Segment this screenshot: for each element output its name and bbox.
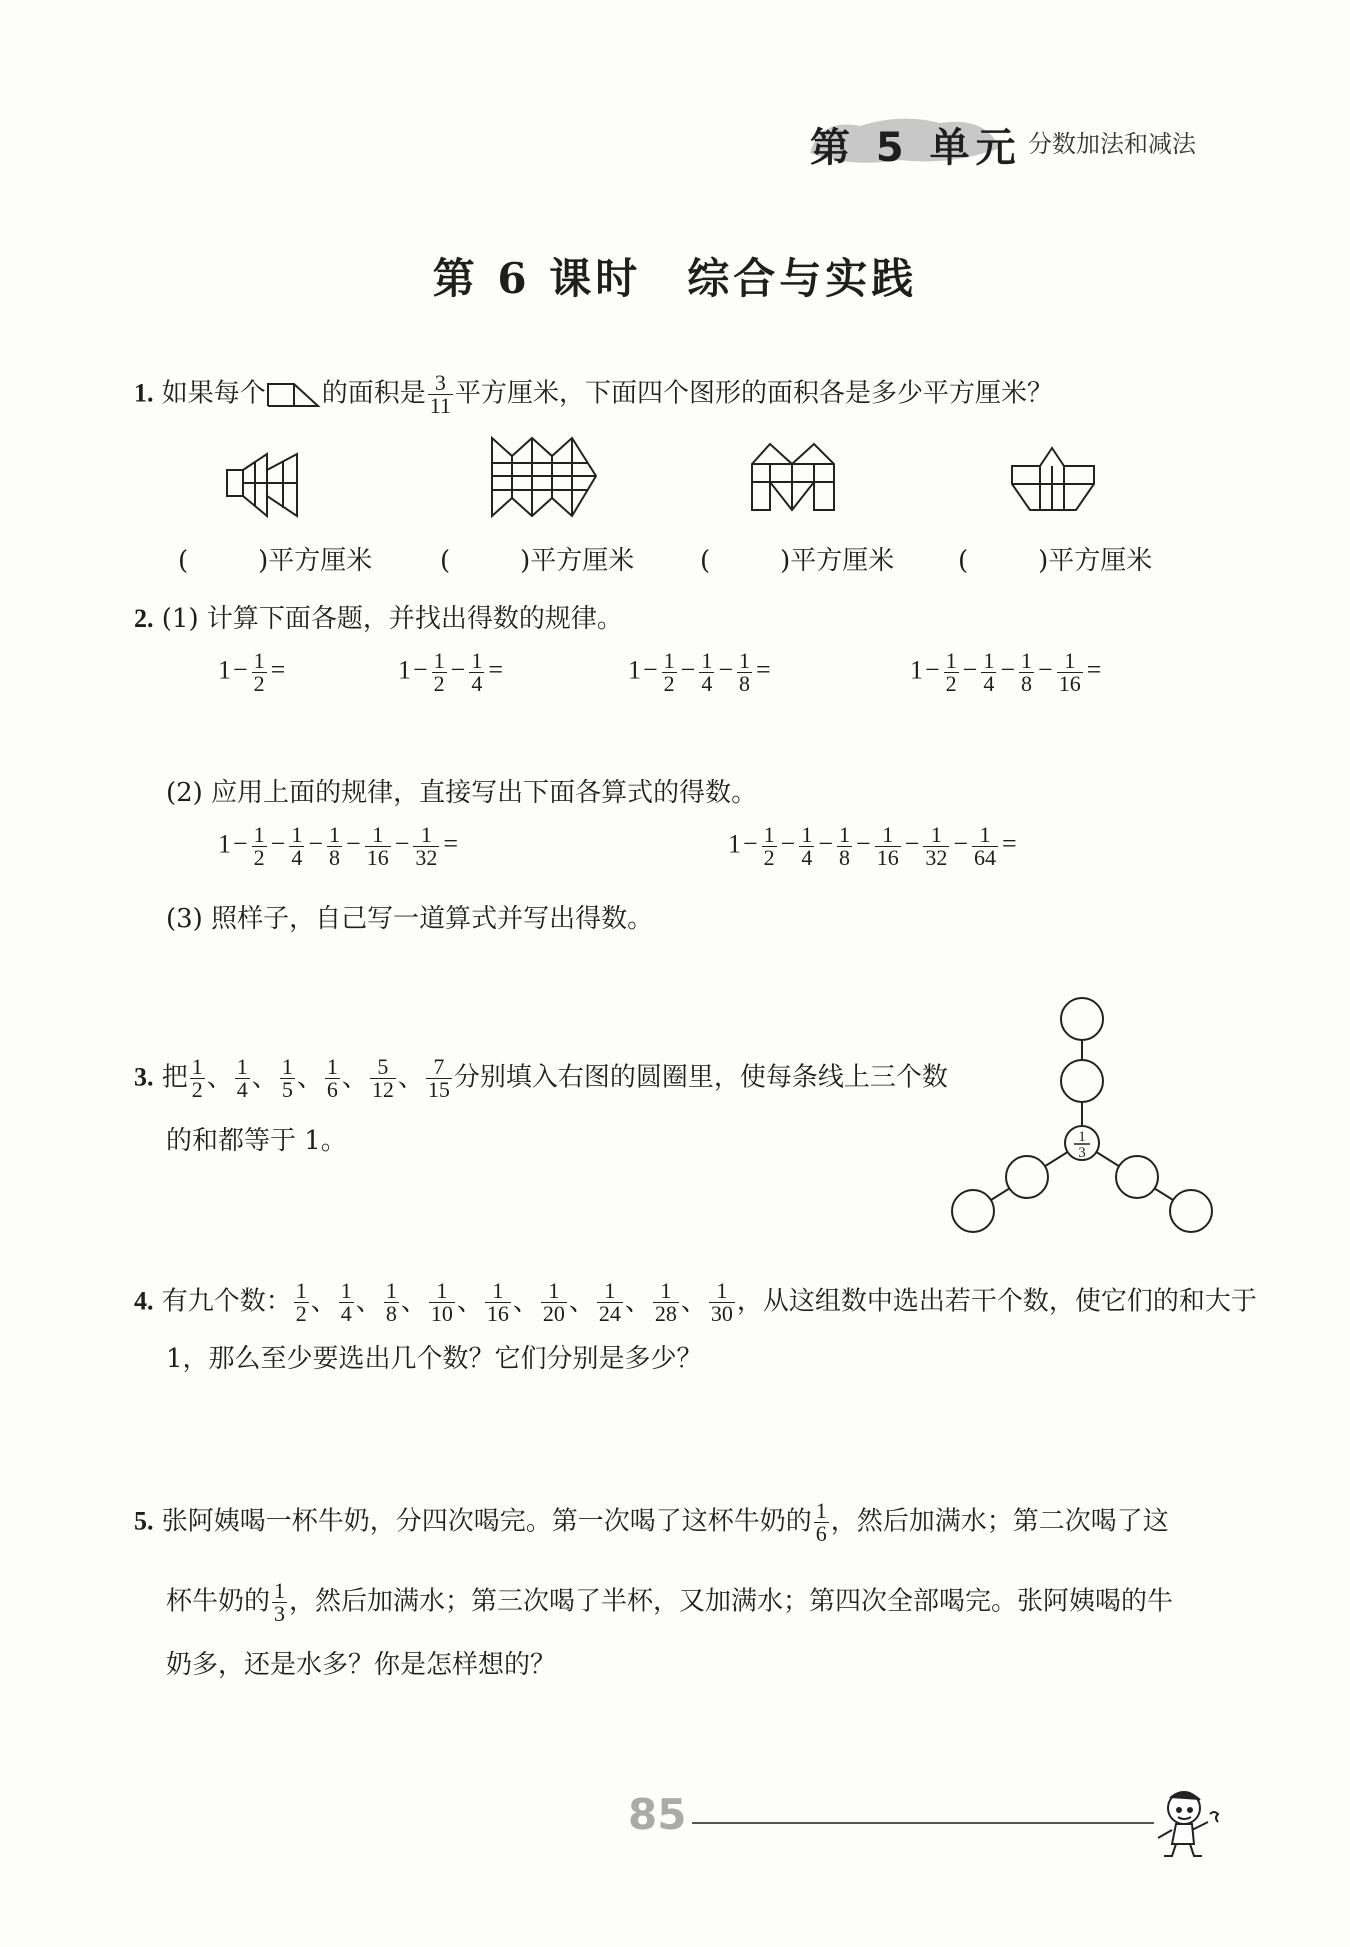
minus-sign: − [233, 829, 248, 859]
q1-answer-3[interactable]: ( )平方厘米 [700, 546, 895, 576]
q2-row2-expr-2 [728, 824, 1019, 869]
equals-sign: = [1002, 829, 1017, 859]
q5-prompt-cont-2: 奶多，还是水多？你是怎样想的？ [166, 1650, 557, 1680]
q2-row1-expr-2 [398, 650, 505, 695]
q2-row1-expr-3 [628, 650, 773, 695]
fraction: $\frac{1}{24}$ [598, 1278, 621, 1326]
fraction: $\frac{1}{2}$ [433, 648, 445, 696]
minus-sign: − [346, 829, 361, 859]
separator: 、 [680, 1286, 707, 1317]
separator: 、 [296, 1062, 323, 1093]
q4-prompt: 4. 有九个数： $\frac{1}{2}$ 、 $\frac{1}{4}$ 、 $\frac{1}{8}$ 、 $\frac{1}{10}$ 、 $\frac{1}{16}$ 、 $\frac{1}{20}$ 、 $\frac{1}{24}$ 、 $\frac{1}{28}$ 、 $\frac{1}{30}$ ，从这组数中选出若干个数，使它们的和大于 [134, 1278, 1257, 1326]
minus-sign: − [856, 829, 871, 859]
equals-sign: = [1086, 655, 1102, 685]
fraction: $\frac{1}{5}$ [281, 1054, 293, 1102]
q1-figure-2 [490, 436, 600, 520]
fraction: $\frac{1}{16}$ [366, 822, 389, 870]
minus-sign: − [413, 655, 428, 685]
q2-number: 2. [134, 604, 154, 633]
lesson-title: 第 6 课时 综合与实践 [432, 254, 918, 303]
q3-circle-diagram [945, 995, 1220, 1235]
fraction: $\frac{1}{2}$ [253, 822, 265, 870]
fraction: $\frac{1}{20}$ [542, 1278, 565, 1326]
fraction: $\frac{1}{4}$ [471, 648, 483, 696]
q2-part3: (3) 照样子，自己写一道算式并写出得数。 [166, 904, 654, 934]
one: 1 [910, 655, 923, 685]
separator: 、 [568, 1286, 595, 1317]
fraction: $\frac{1}{8}$ [329, 822, 341, 870]
fraction: $\frac{1}{2}$ [253, 648, 265, 696]
fraction: $\frac{1}{2}$ [763, 822, 775, 870]
minus-sign: − [743, 829, 758, 859]
fraction: $\frac{1}{4}$ [701, 648, 713, 696]
q5-prompt-cont: 杯牛奶的 $\frac{1}{3}$ ，然后加满水；第三次喝了半杯，又加满水；第四次全部喝完。张阿姨喝的牛 [166, 1578, 1174, 1626]
equals-sign: = [488, 655, 504, 685]
minus-sign: − [925, 655, 940, 685]
q2-part1: 2. (1) 计算下面各题，并找出得数的规律。 [134, 604, 623, 634]
unit-shape-icon [266, 382, 322, 408]
unit-subtitle: 分数加法和减法 [1028, 130, 1196, 158]
page-number: 85 [628, 1790, 687, 1839]
separator: 、 [512, 1286, 539, 1317]
fraction: $\frac{1}{4}$ [983, 648, 995, 696]
separator: 、 [400, 1286, 427, 1317]
q3-prompt: 3. 把 $\frac{1}{2}$ 、 $\frac{1}{4}$ 、 $\frac{1}{5}$ 、 $\frac{1}{6}$ 、 $\frac{5}{12}$ 、 $\frac{7}{15}$ 分别填入右图的圆圈里，使每条线上三个数 [134, 1054, 948, 1102]
q1-answer-1[interactable]: ( )平方厘米 [178, 546, 373, 576]
q2-row2-expr-1 [218, 824, 460, 869]
minus-sign: − [394, 829, 410, 859]
minus-sign: − [962, 655, 978, 685]
separator: 、 [397, 1062, 424, 1093]
fraction: $\frac{1}{8}$ [839, 822, 851, 870]
fraction: $\frac{1}{28}$ [654, 1278, 677, 1326]
separator: 、 [310, 1286, 337, 1317]
footer-rule [692, 1822, 1154, 1824]
fraction: $\frac{1}{32}$ [415, 822, 438, 870]
q3-circle-left-outer[interactable] [952, 1190, 994, 1232]
q5-prompt: 5. 张阿姨喝一杯牛奶，分四次喝完。第一次喝了这杯牛奶的 $\frac{1}{6}$ ，然后加满水；第二次喝了这 [134, 1498, 1169, 1546]
q4-number: 4. [134, 1286, 154, 1316]
fraction: $\frac{1}{2}$ [295, 1278, 307, 1326]
equals-sign: = [270, 655, 286, 685]
q2-row1-expr-4 [910, 650, 1103, 695]
fraction: $\frac{7}{15}$ [427, 1054, 450, 1102]
fraction: $\frac{1}{16}$ [876, 822, 899, 870]
q5-fraction-2: $\frac{1}{3}$ [274, 1578, 286, 1626]
separator: 、 [456, 1286, 483, 1317]
one: 1 [398, 655, 411, 685]
fraction: $\frac{1}{16}$ [486, 1278, 509, 1326]
fraction: $\frac{1}{30}$ [710, 1278, 733, 1326]
fraction: $\frac{1}{4}$ [236, 1054, 248, 1102]
separator: 、 [341, 1062, 368, 1093]
minus-sign: − [953, 829, 969, 859]
fraction: $\frac{1}{64}$ [974, 822, 997, 870]
fraction: $\frac{1}{6}$ [326, 1054, 338, 1102]
fraction: $\frac{1}{10}$ [430, 1278, 453, 1326]
q3-circle-top[interactable] [1061, 998, 1103, 1040]
q5-number: 5. [134, 1506, 154, 1536]
q3-center-numerator: 1 [1078, 1129, 1086, 1145]
fraction: $\frac{1}{2}$ [945, 648, 957, 696]
minus-sign: − [680, 655, 696, 685]
minus-sign: − [718, 655, 734, 685]
fraction: $\frac{1}{32}$ [925, 822, 948, 870]
q1-answer-2[interactable]: ( )平方厘米 [440, 546, 635, 576]
separator: 、 [251, 1062, 278, 1093]
q2-part2: (2) 应用上面的规律，直接写出下面各算式的得数。 [166, 778, 758, 808]
separator: 、 [355, 1286, 382, 1317]
minus-sign: − [308, 829, 324, 859]
q3-number: 3. [134, 1062, 154, 1092]
q2-row1-expr-1 [218, 650, 287, 695]
q1-figure-1 [225, 450, 315, 520]
minus-sign: − [450, 655, 466, 685]
fraction: $\frac{1}{4}$ [291, 822, 303, 870]
fraction: $\frac{1}{8}$ [739, 648, 751, 696]
minus-sign: − [1000, 655, 1016, 685]
q1-prompt: 1. 如果每个 的面积是 $\frac{3}{11}$ 平方厘米，下面四个图形的面积各是多少平方厘米？ [134, 370, 1053, 418]
mascot-icon [1148, 1784, 1228, 1860]
q1-answer-4[interactable]: ( )平方厘米 [958, 546, 1153, 576]
q4-prompt-cont: 1，那么至少要选出几个数？它们分别是多少？ [166, 1344, 703, 1374]
separator: 、 [624, 1286, 651, 1317]
minus-sign: − [233, 655, 248, 685]
q3-circle-left-inner[interactable] [1006, 1156, 1048, 1198]
fraction: $\frac{5}{12}$ [371, 1054, 394, 1102]
one: 1 [728, 829, 741, 859]
fraction: $\frac{1}{8}$ [385, 1278, 397, 1326]
one: 1 [218, 655, 231, 685]
equals-sign: = [756, 655, 771, 685]
q5-fraction-1: $\frac{1}{6}$ [815, 1498, 827, 1546]
q3-prompt-cont: 的和都等于 1。 [166, 1126, 347, 1156]
minus-sign: − [270, 829, 286, 859]
fraction: $\frac{1}{16}$ [1058, 648, 1081, 696]
fraction: $\frac{1}{4}$ [801, 822, 813, 870]
q1-figure-4 [1010, 444, 1100, 514]
fraction: $\frac{1}{2}$ [191, 1054, 203, 1102]
separator: 、 [206, 1062, 233, 1093]
q1-number: 1. [134, 378, 154, 408]
equals-sign: = [443, 829, 459, 859]
q1-fraction: $\frac{3}{11}$ [429, 370, 451, 418]
q1-figure-3 [750, 442, 840, 514]
q3-circle-right-outer[interactable] [1170, 1190, 1212, 1232]
minus-sign: − [643, 655, 658, 685]
q3-circle-upper[interactable] [1061, 1060, 1103, 1102]
minus-sign: − [818, 829, 834, 859]
minus-sign: − [780, 829, 796, 859]
unit-title: 第 5 单元 [810, 125, 1022, 171]
fraction: $\frac{1}{4}$ [340, 1278, 352, 1326]
one: 1 [218, 829, 231, 859]
minus-sign: − [1038, 655, 1053, 685]
one: 1 [628, 655, 641, 685]
minus-sign: − [904, 829, 920, 859]
fraction: $\frac{1}{8}$ [1021, 648, 1033, 696]
fraction: $\frac{1}{2}$ [663, 648, 675, 696]
q3-circle-right-inner[interactable] [1116, 1156, 1158, 1198]
q3-center-denominator: 3 [1078, 1145, 1086, 1161]
